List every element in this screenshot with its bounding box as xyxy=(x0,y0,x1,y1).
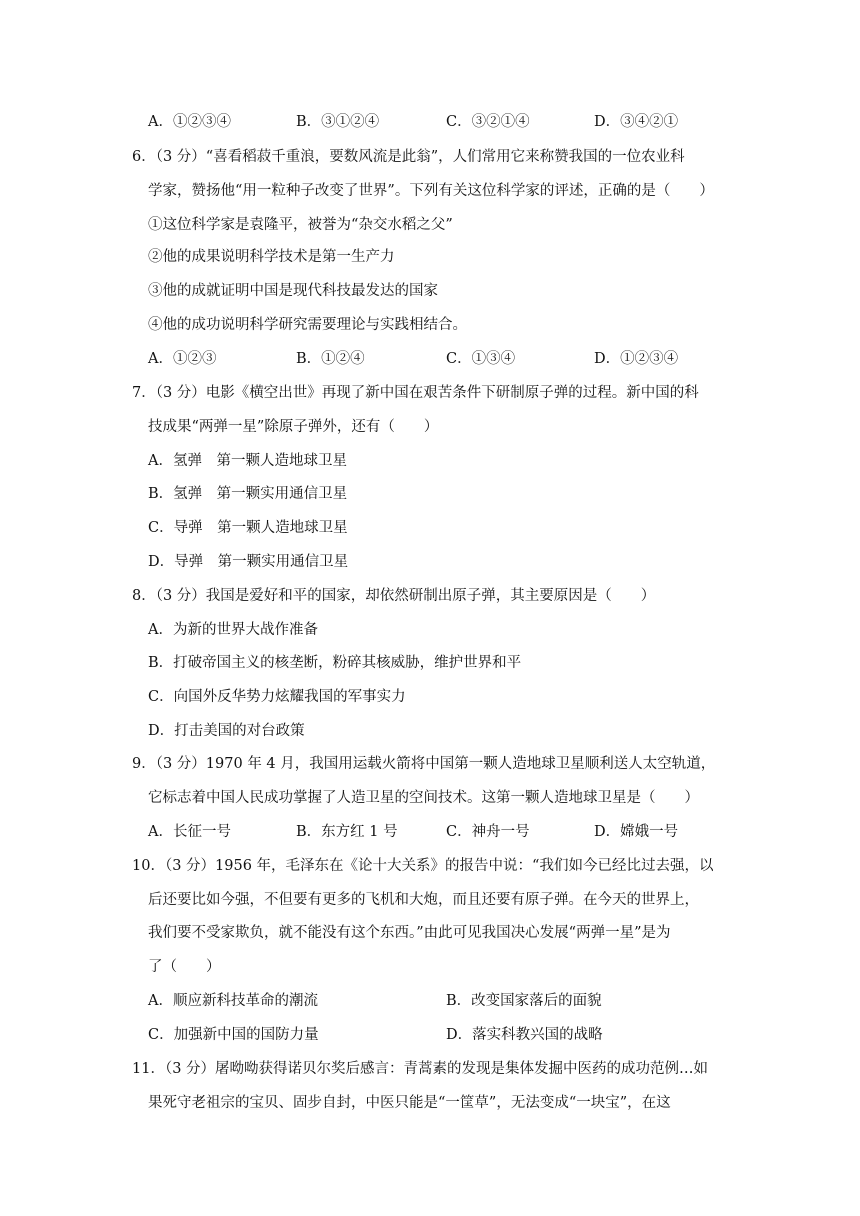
q10-option-d: D．落实科教兴国的战略 xyxy=(446,1027,603,1043)
q9-option-b: B．东方红 1 号 xyxy=(296,824,398,840)
q6-option-a: A．①②③ xyxy=(148,351,217,367)
q9-option-a: A．长征一号 xyxy=(148,824,231,840)
q6-option-c: C．①③④ xyxy=(446,351,516,367)
q6-statement-3: ③他的成就证明中国是现代科技最发达的国家 xyxy=(148,283,438,299)
q9-option-d: D．嫦娥一号 xyxy=(594,824,679,840)
q7-stem-line-1: 7．（3 分）电影《横空出世》再现了新中国在艰苦条件下研制原子弹的过程。新中国的科 xyxy=(132,385,699,401)
q7-option-a: A．氢弹 第一颗人造地球卫星 xyxy=(148,453,347,469)
q7-option-d: D．导弹 第一颗实用通信卫星 xyxy=(148,554,349,570)
q9-stem-line-1: 9．（3 分）1970 年 4 月，我国用运载火箭将中国第一颗人造地球卫星顺利送人太空轨道， xyxy=(132,756,716,772)
q8-option-d: D．打击美国的对台政策 xyxy=(148,723,305,739)
q6-option-b: B．①②④ xyxy=(296,351,365,367)
q10-stem-line-3: 我们要不受家欺负，就不能没有这个东西。”由此可见我国决心发展“两弹一星”是为 xyxy=(148,925,671,941)
q7-option-b: B．氢弹 第一颗实用通信卫星 xyxy=(148,486,348,502)
q10-option-c: C．加强新中国的国防力量 xyxy=(148,1027,319,1043)
q6-statement-4: ④他的成功说明科学研究需要理论与实践相结合。 xyxy=(148,317,467,333)
q6-statement-1: ①这位科学家是袁隆平，被誉为“杂交水稻之父” xyxy=(148,217,453,233)
q5-option-c: C．③②①④ xyxy=(446,114,530,130)
q5-option-a: A．①②③④ xyxy=(148,114,231,130)
q6-stem-line-1: 6．（3 分）“喜看稻菽千重浪，要数风流是此翁”，人们常用它来称赞我国的一位农业科 xyxy=(132,149,685,165)
q10-stem-line-2: 后还要比如今强，不但要有更多的飞机和大炮，而且还要有原子弹。在今天的世界上， xyxy=(148,892,699,908)
q6-statement-2: ②他的成果说明科学技术是第一生产力 xyxy=(148,249,395,265)
q11-stem-line-2: 果死守老祖宗的宝贝、固步自封，中医只能是“一筐草”，无法变成“一块宝”，在这 xyxy=(148,1095,671,1111)
q8-stem-line-1: 8．（3 分）我国是爱好和平的国家，却依然研制出原子弹，其主要原因是（ ） xyxy=(132,588,656,604)
q8-option-a: A．为新的世界大战作准备 xyxy=(148,622,318,638)
q8-option-c: C．向国外反华势力炫耀我国的军事实力 xyxy=(148,689,406,705)
q9-stem-line-2: 它标志着中国人民成功掌握了人造卫星的空间技术。这第一颗人造地球卫星是（ ） xyxy=(148,790,699,806)
q11-stem-line-1: 11．（3 分）屠呦呦获得诺贝尔奖后感言：青蒿素的发现是集体发掘中医药的成功范例…如 xyxy=(132,1061,709,1077)
q6-stem-line-2: 学家，赞扬他“用一粒种子改变了世界”。下列有关这位科学家的评述，正确的是（ ） xyxy=(148,183,714,199)
q10-stem-line-4: 了（ ） xyxy=(148,959,221,975)
q8-option-b: B．打破帝国主义的核垄断，粉碎其核威胁，维护世界和平 xyxy=(148,655,522,671)
q7-stem-line-2: 技成果“两弹一星”除原子弹外，还有（ ） xyxy=(148,419,439,435)
q10-stem-line-1: 10．（3 分）1956 年，毛泽东在《论十大关系》的报告中说：“我们如今已经比过去强，以 xyxy=(132,858,714,874)
q10-option-b: B．改变国家落后的面貌 xyxy=(446,993,602,1009)
q7-option-c: C．导弹 第一颗人造地球卫星 xyxy=(148,520,348,536)
q10-option-a: A．顺应新科技革命的潮流 xyxy=(148,993,318,1009)
q5-option-d: D．③④②① xyxy=(594,114,679,130)
q5-option-b: B．③①②④ xyxy=(296,114,380,130)
q9-option-c: C．神舟一号 xyxy=(446,824,530,840)
q6-option-d: D．①②③④ xyxy=(594,351,679,367)
